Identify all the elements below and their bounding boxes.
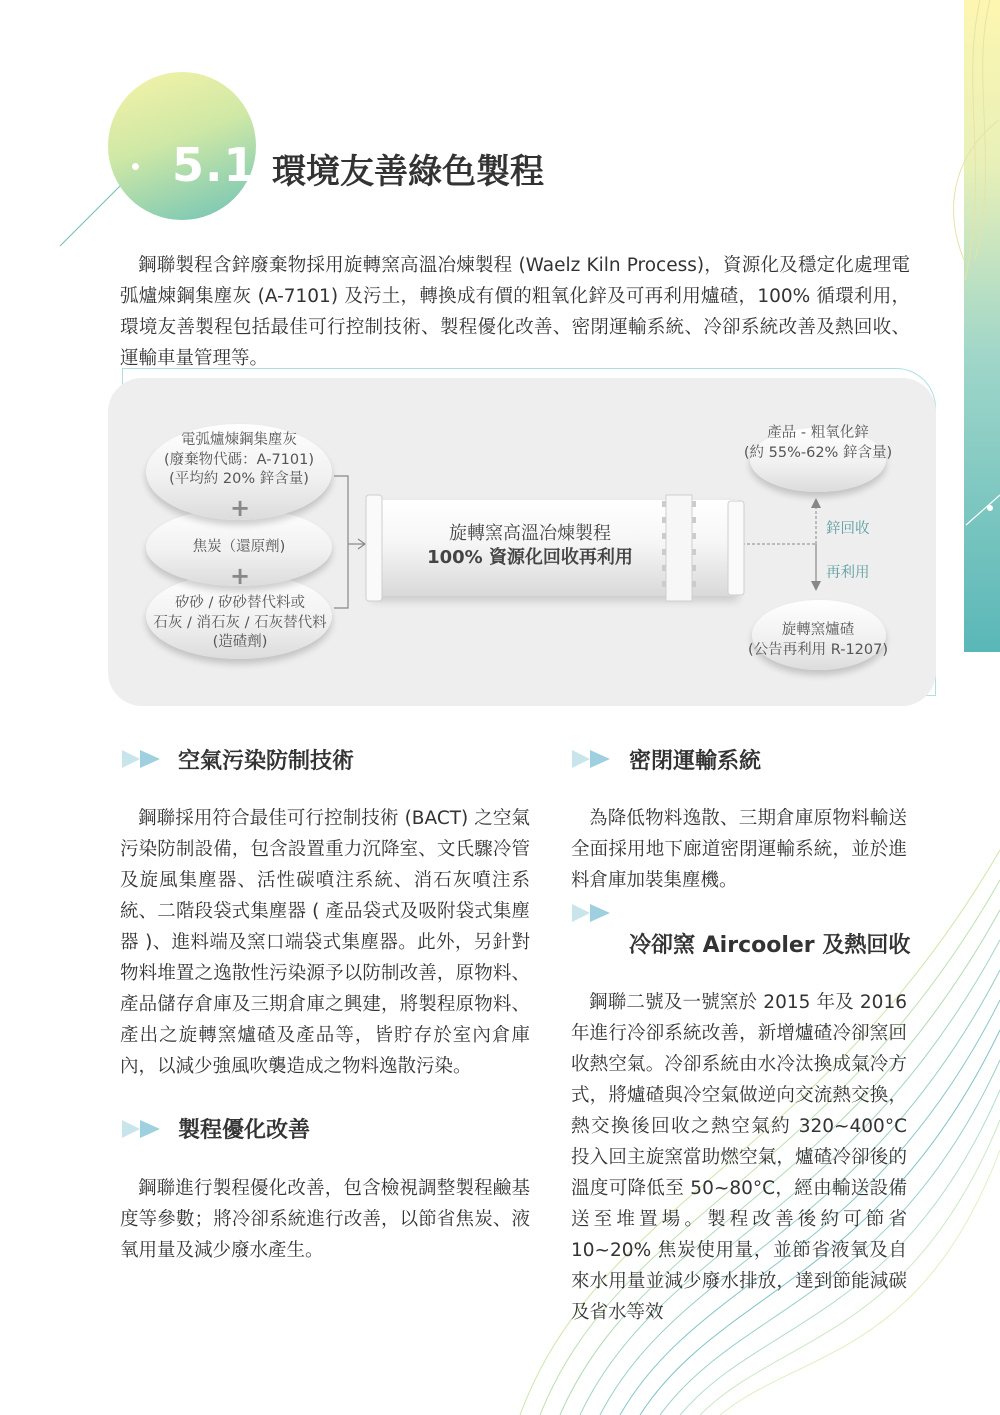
process-optimization-paragraph: 鋼聯進行製程優化改善，包含檢視調整製程鹼基度等參數；將冷卻系統進行改善，以節省焦炭、液氧用量及減少廢水產生。	[120, 1178, 530, 1261]
double-arrow-icon	[572, 902, 612, 924]
air-pollution-heading: 空氣污染防制技術	[178, 749, 355, 774]
decorative-gradient-strip	[964, 0, 1000, 652]
zinc-recovery-label: 鋅回收	[826, 521, 870, 537]
input-dust-line1: 電弧爐煉鋼集塵灰	[181, 432, 297, 448]
input-flux-line2: 石灰 / 消石灰 / 石灰替代料	[153, 614, 327, 631]
process-optimization-heading: 製程優化改善	[178, 1118, 311, 1143]
kiln-label-line2: 100% 資源化回收再利用	[427, 547, 633, 568]
input-dust-line2: (廢棄物代碼：A-7101)	[163, 451, 315, 468]
kiln-label	[400, 522, 660, 570]
section-number: 5.1	[172, 138, 257, 192]
slag-line2: (公告再利用 R-1207)	[747, 641, 889, 658]
reuse-label: 再利用	[826, 565, 870, 581]
closed-transport-heading: 密閉運輸系統	[629, 749, 762, 774]
double-arrow-icon	[122, 748, 162, 770]
section-title: 環境友善綠色製程	[272, 152, 544, 192]
double-arrow-icon	[122, 1118, 162, 1140]
kiln-gear-ring	[660, 493, 750, 603]
double-arrow-icon	[572, 748, 612, 770]
product-label	[736, 424, 900, 463]
plus-icon: +	[230, 562, 251, 590]
product-line1: 產品 - 粗氧化鋅	[767, 425, 869, 441]
input-flux-line1: 矽砂 / 矽砂替代料或	[174, 595, 306, 611]
aircooler-paragraph: 鋼聯二號及一號窯於 2015 年及 2016 年進行冷卻系統改善，新增爐碴冷卻窯回收熱空氣。冷卻系統由水冷汰換成氣冷方式，將爐碴與冷空氣做逆向交流熱交換，熱交換後回收之熱空氣約 320~400°C投入回主旋窯當助燃空氣，爐碴冷卻後的溫度可降低至 50~80°C，經由輸送設備送至堆置場。製程改善後約可節省 10~20% 焦炭使用量，並節省液氧及自來水用量並減少廢水排放，達到節能減碳及省水等效	[571, 992, 907, 1323]
input-dust-line3: (平均約 20% 鋅含量)	[169, 471, 309, 487]
slag-label	[736, 621, 900, 660]
closed-transport-paragraph: 為降低物料逸散、三期倉庫原物料輸送全面採用地下廊道密閉運輸系統，並於進料倉庫加裝集塵機。	[571, 808, 907, 891]
intro-paragraph: 鋼聯製程含鋅廢棄物採用旋轉窯高溫冶煉製程 (Waelz Kiln Process)，資源化及穩定化處理電弧爐煉鋼集塵灰 (A-7101) 及污土，轉換成有價的粗氧化鋅及可再利用爐碴，100% 循環利用，環境友善製程包括最佳可行控制技術、製程優化改善、密閉運輸系統、冷卻系統改善及熱回收、運輸車量管理等。	[120, 255, 910, 369]
input-coke-label: 焦炭（還原劑)	[192, 539, 286, 555]
plus-icon: +	[230, 494, 251, 522]
aircooler-heading: 冷卻窯 Aircooler 及熱回收	[629, 933, 911, 958]
product-line2: (約 55%-62% 鋅含量)	[743, 444, 893, 461]
heading-dot	[132, 163, 139, 170]
slag-line1: 旋轉窯爐碴	[781, 622, 855, 638]
input-flux-line3: (造碴劑)	[212, 634, 268, 650]
kiln-label-line1: 旋轉窯高溫冶煉製程	[449, 523, 611, 544]
kiln-left-cap	[364, 493, 384, 603]
air-pollution-paragraph: 鋼聯採用符合最佳可行控制技術 (BACT) 之空氣污染防制設備，包含設置重力沉降室、文氏驟冷管及旋風集塵器、活性碳噴注系統、消石灰噴注系統、二階段袋式集塵器 ( 產品袋式及吸附袋式集塵器 )、進料端及窯口端袋式集塵器。此外，另針對物料堆置之逸散性污染源予以防制改善，原物料、產品儲存倉庫及三期倉庫之興建，將製程原物料、產出之旋轉窯爐碴及產品等，皆貯存於室內倉庫內，以減少強風吹襲造成之物料逸散污染。	[120, 808, 530, 1077]
